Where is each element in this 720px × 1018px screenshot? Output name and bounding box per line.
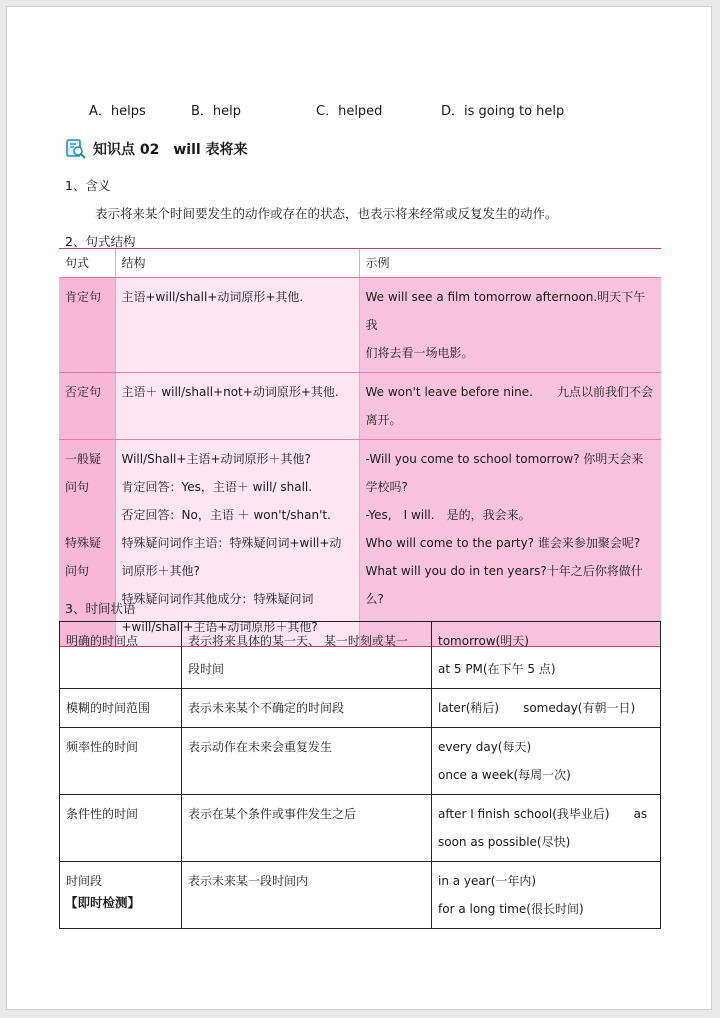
instant-check-title: 【即时检测】 [65, 895, 141, 910]
example-line: 离开。 [365, 413, 402, 427]
structure-line: +will/shall+主语+动词原形＋其他? [121, 620, 318, 634]
time-name-cell: 时间段 [60, 862, 182, 929]
heading-text: 知识点 02 will 表将来 [93, 142, 248, 158]
example-line: once a week(每周一次) [438, 768, 571, 782]
structure-line: 否定回答：No，主语 ＋ won't/shan't. [121, 508, 331, 522]
structure-line: Will/Shall+主语+动词原形＋其他? [121, 452, 311, 466]
example-line: every day(每天) [438, 740, 532, 754]
structure-line: 特殊疑问词作主语：特殊疑问词+will+动 [121, 536, 342, 550]
type-line: 特殊疑 [65, 536, 102, 550]
document-page [6, 6, 712, 1010]
time-desc-cell [182, 622, 432, 689]
magnifier-document-icon [65, 138, 87, 160]
example-line: Who will come to the party? 谁会来参加聚会呢? [365, 536, 641, 550]
section-2-title: 2、句式结构 [65, 234, 136, 249]
structure-cell [115, 278, 359, 373]
example-line: 么? [365, 592, 384, 606]
desc-line: 表示未来某一段时间内 [188, 874, 309, 888]
table-row [59, 278, 661, 373]
table-header-row [59, 249, 661, 278]
example-line: after I finish school(我毕业后) as [438, 807, 648, 821]
table-row [60, 689, 661, 728]
structure-line: 肯定回答：Yes，主语＋ will/ shall. [121, 480, 313, 494]
example-line: tomorrow(明天) [438, 634, 529, 648]
structure-cell [115, 440, 359, 647]
example-cell [359, 373, 661, 440]
type-spacer [65, 501, 109, 529]
time-desc-cell [182, 728, 432, 795]
example-line: -Will you come to school tomorrow? 你明天会来 [365, 452, 644, 466]
table-row [59, 440, 661, 647]
option-c[interactable]: C．helped [316, 104, 383, 119]
type-line: 一般疑 [65, 452, 102, 466]
table-row [59, 373, 661, 440]
structure-line: 词原形＋其他? [121, 564, 200, 578]
knowledge-point-heading [65, 137, 248, 161]
time-example-cell [432, 622, 661, 689]
structure-line: 特殊疑问词作其他成分：特殊疑问词 [121, 592, 314, 606]
sentence-type-cell: 否定句 [59, 373, 115, 440]
example-line: -Yes, I will. 是的，我会来。 [365, 508, 531, 522]
header-cell: 句式 [59, 249, 115, 278]
desc-line: 表示在某个条件或事件发生之后 [188, 807, 357, 821]
time-desc-cell [182, 862, 432, 929]
time-example-cell [432, 689, 661, 728]
example-cell [359, 278, 661, 373]
time-adverbial-table [59, 621, 661, 929]
option-a[interactable]: A．helps [89, 104, 146, 119]
desc-line: 表示动作在未来会重复发生 [188, 740, 333, 754]
example-line: later(稍后) someday(有朝一日) [438, 701, 636, 715]
structure-cell [115, 373, 359, 440]
sentence-type-cell: 肯定句 [59, 278, 115, 373]
structure-line: 主语+will/shall+动词原形+其他. [121, 290, 304, 304]
example-line: at 5 PM(在下午 5 点) [438, 662, 556, 676]
time-name-cell: 明确的时间点 [60, 622, 182, 689]
table-row [60, 622, 661, 689]
structure-line: 主语＋ will/shall+not+动词原形+其他. [121, 385, 339, 399]
section-3-title: 3、时间状语 [65, 601, 136, 616]
type-line: 问句 [65, 480, 90, 494]
table-row [60, 728, 661, 795]
desc-line: 表示未来某个不确定的时间段 [188, 701, 345, 715]
time-name-cell: 频率性的时间 [60, 728, 182, 795]
time-example-cell [432, 795, 661, 862]
example-line: 们将去看一场电影。 [365, 346, 474, 360]
section-1-title: 1、含义 [65, 178, 111, 193]
time-example-cell [432, 728, 661, 795]
desc-line: 段时间 [188, 662, 225, 676]
example-line: soon as possible(尽快) [438, 835, 571, 849]
example-line: for a long time(很长时间) [438, 902, 584, 916]
time-desc-cell [182, 795, 432, 862]
example-line: 学校吗? [365, 480, 408, 494]
table-row [60, 862, 661, 929]
desc-line: 表示将来具体的某一天、 某一时刻或某一 [188, 634, 408, 648]
section-1-text: 表示将来某个时间要发生的动作或存在的状态，也表示将来经常或反复发生的动作。 [95, 206, 558, 221]
option-b[interactable]: B．help [191, 104, 242, 119]
type-line: 问句 [65, 564, 90, 578]
table-row [60, 795, 661, 862]
example-line: We will see a film tomorrow afternoon.明天下午我 [365, 290, 646, 332]
time-name-cell: 模糊的时间范围 [60, 689, 182, 728]
sentence-structure-table [59, 248, 661, 647]
time-desc-cell [182, 689, 432, 728]
header-cell: 结构 [115, 249, 359, 278]
time-example-cell [432, 862, 661, 929]
example-line: We won't leave before nine. 九点以前我们不会 [365, 385, 653, 399]
header-cell: 示例 [359, 249, 661, 278]
time-name-cell: 条件性的时间 [60, 795, 182, 862]
option-d[interactable]: D．is going to help [441, 104, 565, 119]
example-cell [359, 440, 661, 647]
example-line: What will you do in ten years?十年之后你将做什 [365, 564, 643, 578]
example-line: in a year(一年内) [438, 874, 537, 888]
